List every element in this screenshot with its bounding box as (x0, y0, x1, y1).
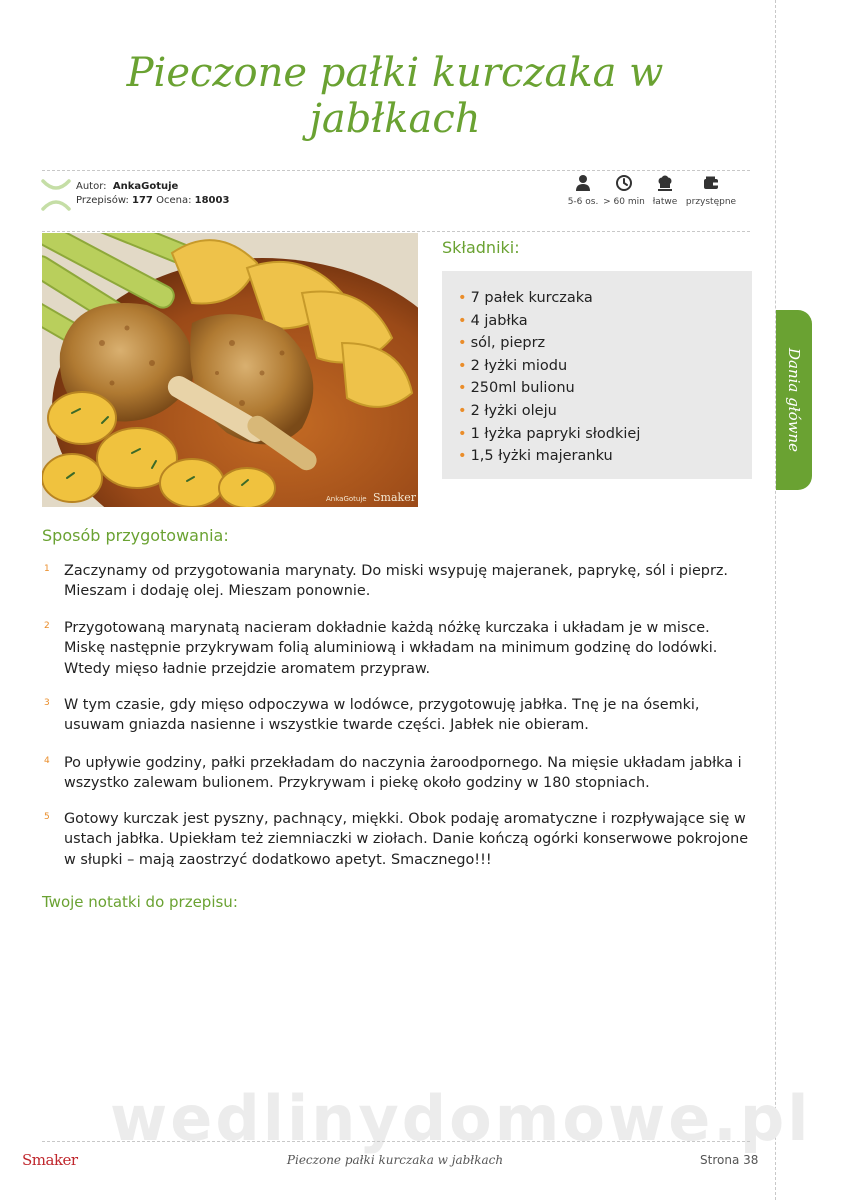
header-divider-top (42, 170, 750, 171)
step-number: 5 (44, 812, 50, 822)
method-step (42, 809, 754, 870)
method-step (42, 561, 754, 602)
meta-label: łatwe (652, 197, 678, 207)
chef-hat-icon (656, 174, 674, 192)
method-step (42, 618, 754, 679)
meta-label: przystępne (685, 197, 737, 207)
recipe-title: Pieczone pałki kurczaka w jabłkach (126, 50, 664, 142)
step-number: 1 (44, 564, 50, 574)
recipe-photo-illustration (42, 233, 418, 507)
step-number: 2 (44, 621, 50, 631)
author-name[interactable]: AnkaGotuje (112, 181, 179, 192)
photo-watermark-user: AnkaGotuje (326, 495, 367, 503)
footer-divider (42, 1141, 750, 1142)
ingredient-item: • 7 pałek kurczaka (458, 287, 640, 310)
author-logo-icon (40, 178, 72, 212)
category-side-tab[interactable] (776, 310, 812, 490)
recipes-label: Przepisów: (76, 195, 129, 206)
author-info (76, 180, 229, 208)
step-text: Zaczynamy od przygotowania marynaty. Do miski wsypuję majeranek, paprykę, sól i pieprz. Mieszam i dodaję olej. Mieszam ponownie. (64, 563, 728, 600)
category-side-tab-label: Dania główne (785, 347, 803, 453)
ingredients-box (442, 271, 752, 479)
footer-recipe-title: Pieczone pałki kurczaka w jabłkach (286, 1153, 504, 1167)
method-step (42, 695, 754, 736)
ingredient-item: • sól, pieprz (458, 332, 640, 355)
step-text: Gotowy kurczak jest pyszny, pachnący, miękki. Obok podaję aromatyczne i rozpływające się w ustach jabłka. Upiekłam też ziemniaczki w ziołach. Danie kończą ogórki konserwowe pokrojone w słupki – mają zaostrzyć dodatkowo apetyt. Smacznego!!! (64, 811, 749, 868)
ingredient-item: • 250ml bulionu (458, 377, 640, 400)
step-text: Przygotowaną marynatą nacieram dokładnie każdą nóżkę kurczaka i układam je w misce. Miskę następnie przykrywam folią aluminiową i wkładam na minimum godzinę do lodówki. Wtedy mięso ładnie przejdzie aromatem przypraw. (64, 620, 718, 677)
ingredient-item: • 2 łyżki oleju (458, 400, 640, 423)
ingredient-item: • 1 łyżka papryki słodkiej (458, 423, 640, 446)
meta-label: 5-6 os. (567, 197, 599, 207)
ingredient-item: • 4 jabłka (458, 310, 640, 333)
author-label: Autor: (76, 181, 107, 192)
page-right-dashed-border (775, 0, 776, 1200)
person-icon (574, 174, 592, 192)
recipe-photo (42, 233, 418, 507)
method-heading: Sposób przygotowania: (42, 526, 229, 545)
ingredients-list (458, 287, 640, 468)
wallet-icon (702, 174, 720, 192)
step-text: W tym czasie, gdy mięso odpoczywa w lodówce, przygotowuję jabłka. Tnę je na ósemki, usuwam gniazda nasienne i wszystkie twarde części. Jabłek nie obieram. (64, 697, 700, 734)
ingredients-heading: Składniki: (442, 238, 520, 257)
step-text: Po upływie godziny, pałki przekładam do naczynia żaroodpornego. Na mięsie układam jabłka i wszystko zalewam bulionem. Przykrywam i piekę około godziny w 180 stopniach. (64, 755, 742, 792)
method-step (42, 753, 754, 794)
step-number: 4 (44, 756, 50, 766)
rating-label: Ocena: (156, 195, 192, 206)
footer-page-number: Strona 38 (700, 1153, 759, 1167)
meta-label: > 60 min (603, 197, 645, 207)
ingredient-item: • 2 łyżki miodu (458, 355, 640, 378)
notes-heading: Twoje notatki do przepisu: (42, 893, 238, 911)
recipes-count: 177 (132, 195, 153, 206)
rating-value: 18003 (194, 195, 230, 206)
photo-watermark-brand: Smaker (373, 491, 416, 504)
clock-icon (615, 174, 633, 192)
header-divider-bottom (42, 231, 750, 232)
site-watermark: wedlinydomowe.pl (110, 1082, 812, 1155)
meta-cost (681, 174, 741, 207)
ingredient-item: • 1,5 łyżki majeranku (458, 445, 640, 468)
footer-logo[interactable]: Smaker (22, 1151, 78, 1169)
step-number: 3 (44, 698, 50, 708)
